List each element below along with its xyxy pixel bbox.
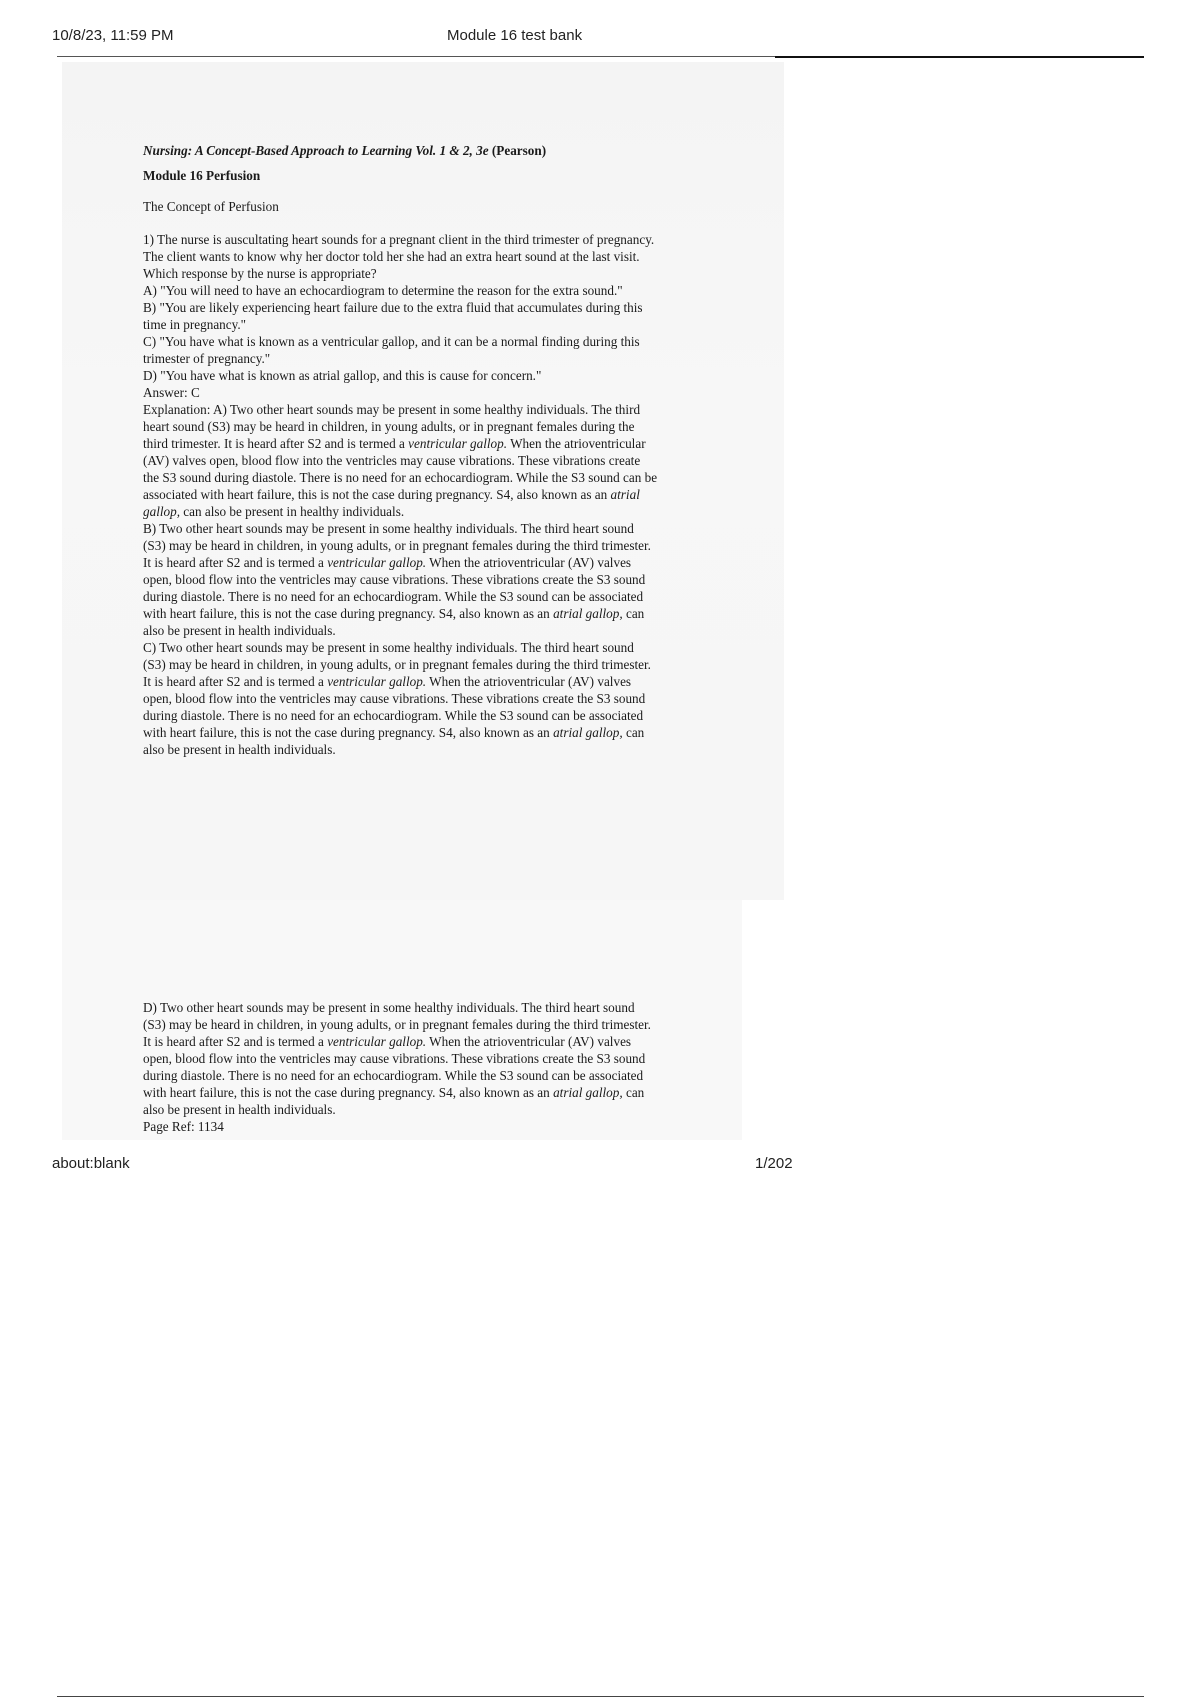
- explanation-term: atrial gallop,: [553, 1085, 623, 1100]
- explanation-line: open, blood flow into the ventricles may cause vibrations. These vibrations create the S3 sound: [143, 572, 646, 587]
- explanation-line: [143, 605, 703, 622]
- question-line: Which response by the nurse is appropriate?: [143, 266, 377, 281]
- explanation-text: with heart failure, this is not the case during pregnancy. S4, also known as an: [143, 606, 554, 621]
- module-title: Module 16 Perfusion: [143, 168, 261, 183]
- explanation-line: [143, 503, 703, 520]
- explanation-line: B) Two other heart sounds may be present in some healthy individuals. The third heart sound: [143, 521, 634, 536]
- explanation-line: [143, 486, 703, 503]
- explanation-line: (S3) may be heard in children, in young adults, or in pregnant females during the third trimester.: [143, 657, 651, 672]
- document-body-continued: [143, 999, 703, 1135]
- explanation-text: with heart failure, this is not the case during pregnancy. S4, also known as an: [143, 725, 554, 740]
- explanation-line: during diastole. There is no need for an echocardiogram. While the S3 sound can be associated: [143, 589, 644, 604]
- explanation-line: D) Two other heart sounds may be present in some healthy individuals. The third heart sound: [143, 1000, 635, 1015]
- print-footer-page-number: 1/202: [755, 1155, 793, 1172]
- option-b-cont: time in pregnancy.": [143, 317, 247, 332]
- explanation-a: [143, 401, 703, 520]
- page-reference: Page Ref: 1134: [143, 1119, 224, 1134]
- explanation-line: during diastole. There is no need for an echocardiogram. While the S3 sound can be associated: [143, 708, 644, 723]
- option-c-cont: trimester of pregnancy.": [143, 351, 271, 366]
- book-title: [143, 142, 703, 159]
- option-c: C) "You have what is known as a ventricular gallop, and it can be a normal finding during this: [143, 334, 640, 349]
- explanation-term: gallop,: [143, 504, 180, 519]
- document-body: [143, 142, 703, 758]
- option-a: A) "You will need to have an echocardiogram to determine the reason for the extra sound.": [143, 283, 623, 298]
- explanation-text: When the atrioventricular: [507, 436, 646, 451]
- explanation-line: (AV) valves open, blood flow into the ventricles may cause vibrations. These vibrations create: [143, 453, 641, 468]
- option-d: D) "You have what is known as atrial gallop, and this is cause for concern.": [143, 368, 542, 383]
- explanation-text: associated with heart failure, this is not the case during pregnancy. S4, also known as an: [143, 487, 611, 502]
- bottom-divider: [57, 1696, 1144, 1697]
- explanation-line: [143, 673, 703, 690]
- explanation-line: also be present in health individuals.: [143, 1102, 336, 1117]
- explanation-term: ventricular gallop.: [327, 674, 427, 689]
- question-line: 1) The nurse is auscultating heart sounds for a pregnant client in the third trimester of pregnancy.: [143, 232, 655, 247]
- concept-heading: The Concept of Perfusion: [143, 199, 279, 214]
- explanation-term: ventricular gallop.: [408, 436, 508, 451]
- explanation-text: can: [622, 606, 645, 621]
- explanation-line: Explanation: A) Two other heart sounds may be present in some healthy individuals. The third: [143, 402, 641, 417]
- explanation-text: It is heard after S2 and is termed a: [143, 674, 328, 689]
- option-b: B) "You are likely experiencing heart failure due to the extra fluid that accumulates during this: [143, 300, 643, 315]
- explanation-term: ventricular gallop.: [327, 555, 427, 570]
- explanation-text: When the atrioventricular (AV) valves: [426, 1034, 632, 1049]
- explanation-line: heart sound (S3) may be heard in children, in young adults, or in pregnant females during the: [143, 419, 635, 434]
- header-divider-accent: [775, 56, 1144, 58]
- explanation-line: (S3) may be heard in children, in young adults, or in pregnant females during the third trimester.: [143, 1017, 651, 1032]
- explanation-text: can: [622, 1085, 645, 1100]
- explanation-line: during diastole. There is no need for an echocardiogram. While the S3 sound can be associated: [143, 1068, 644, 1083]
- book-title-italic: Nursing: A Concept-Based Approach to Learning Vol. 1 & 2, 3e: [143, 143, 489, 158]
- explanation-term: atrial gallop,: [553, 725, 623, 740]
- print-header-title: Module 16 test bank: [447, 27, 583, 44]
- explanation-line: also be present in health individuals.: [143, 742, 336, 757]
- explanation-text: It is heard after S2 and is termed a: [143, 1034, 328, 1049]
- explanation-text: It is heard after S2 and is termed a: [143, 555, 328, 570]
- explanation-text: third trimester. It is heard after S2 and is termed a: [143, 436, 409, 451]
- explanation-term: atrial: [610, 487, 640, 502]
- explanation-line: open, blood flow into the ventricles may cause vibrations. These vibrations create the S3 sound: [143, 691, 646, 706]
- question-line: The client wants to know why her doctor told her she had an extra heart sound at the last visit.: [143, 249, 640, 264]
- explanation-text: When the atrioventricular (AV) valves: [426, 555, 632, 570]
- explanation-text: can: [622, 725, 645, 740]
- explanation-c: [143, 639, 703, 758]
- explanation-term: atrial gallop,: [553, 606, 623, 621]
- explanation-term: ventricular gallop.: [327, 1034, 427, 1049]
- explanation-line: (S3) may be heard in children, in young adults, or in pregnant females during the third trimester.: [143, 538, 651, 553]
- explanation-line: [143, 1033, 703, 1050]
- explanation-line: open, blood flow into the ventricles may cause vibrations. These vibrations create the S3 sound: [143, 1051, 646, 1066]
- explanation-line: also be present in health individuals.: [143, 623, 336, 638]
- answer-options: [143, 282, 703, 384]
- explanation-d: [143, 999, 703, 1118]
- explanation-line: [143, 554, 703, 571]
- explanation-text: with heart failure, this is not the case during pregnancy. S4, also known as an: [143, 1085, 554, 1100]
- explanation-line: [143, 435, 703, 452]
- explanation-line: [143, 1084, 703, 1101]
- print-footer-url: about:blank: [52, 1155, 130, 1172]
- print-header-datetime: 10/8/23, 11:59 PM: [52, 27, 174, 44]
- explanation-line: C) Two other heart sounds may be present in some healthy individuals. The third heart sound: [143, 640, 634, 655]
- answer-key: Answer: C: [143, 385, 200, 400]
- explanation-line: the S3 sound during diastole. There is no need for an echocardiogram. While the S3 sound can be: [143, 470, 658, 485]
- book-publisher: (Pearson): [488, 143, 547, 158]
- explanation-line: [143, 724, 703, 741]
- question: [143, 231, 703, 282]
- explanation-b: [143, 520, 703, 639]
- explanation-text: can also be present in healthy individuals.: [180, 504, 405, 519]
- explanation-text: When the atrioventricular (AV) valves: [426, 674, 632, 689]
